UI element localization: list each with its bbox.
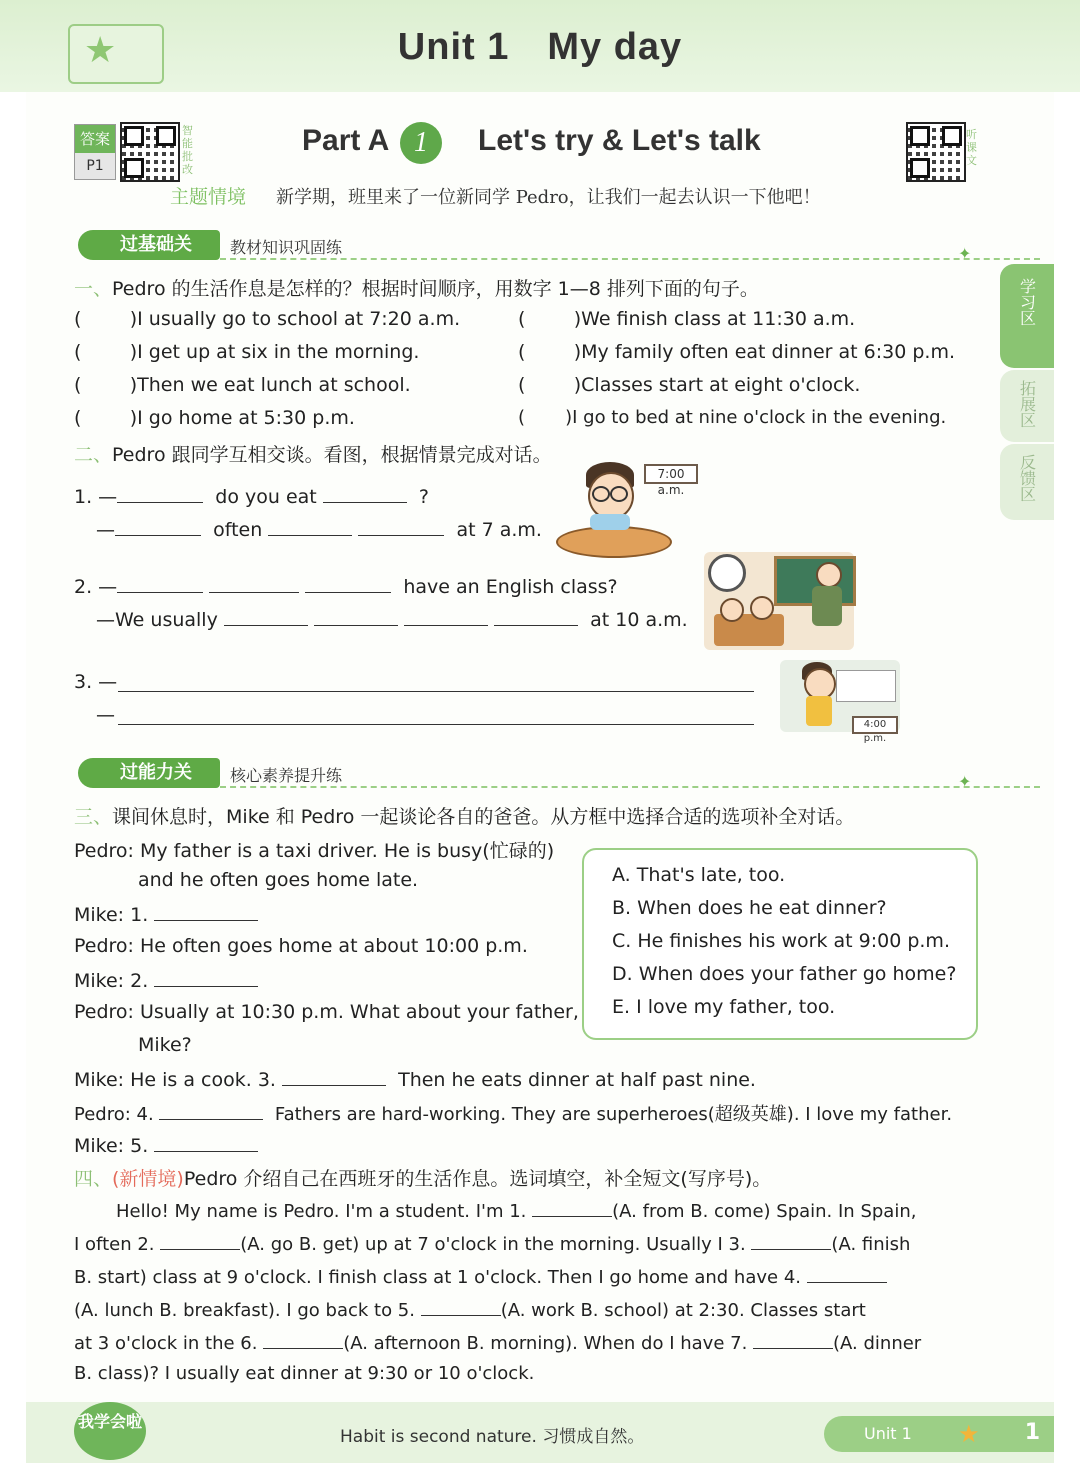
blank-input[interactable] — [323, 484, 407, 503]
q4-line-4 — [74, 1297, 866, 1321]
question-1-num: 一、 — [74, 278, 113, 300]
blank-input[interactable] — [268, 517, 352, 536]
star-icon: ✦ — [958, 244, 972, 263]
blank-input[interactable] — [358, 517, 444, 536]
answer-page: P1 — [75, 153, 115, 179]
blank-input[interactable] — [282, 1067, 386, 1086]
q4-l1-b: (A. from B. come) Spain. In Spain, — [612, 1201, 917, 1222]
q2-line-2b — [96, 607, 688, 631]
tab-extend-label: 拓展区 — [1017, 380, 1037, 428]
q2-line-1a — [74, 484, 429, 508]
q3-line-3 — [74, 902, 258, 926]
clock-label-3: 4:00 p.m. — [852, 716, 898, 734]
options-box — [582, 848, 978, 1040]
q1-right-row-3[interactable]: ( )Classes start at eight o'clock. — [518, 374, 861, 396]
q4-l2-b: (A. go B. get) up at 7 o'clock in the morning. Usually I 3. — [240, 1234, 746, 1255]
answer-badge[interactable] — [74, 124, 116, 180]
title-name: My day — [547, 26, 683, 68]
part-number: 1 — [400, 122, 442, 164]
q4-l2-c: (A. finish — [831, 1234, 911, 1255]
footer-unit: Unit 1 — [864, 1424, 912, 1443]
section-basic-badge: 过基础关 — [78, 230, 220, 260]
q1-right-1: We finish class at 11:30 a.m. — [581, 308, 856, 330]
q1-left-3: Then we eat lunch at school. — [137, 374, 411, 396]
q3-pedro-4-end: Fathers are hard-working. They are superheroes(超级英雄). I love my father. — [274, 1104, 953, 1125]
question-4-text: Pedro 介绍自己在西班牙的生活作息。选词填空，补全短文(写序号)。 — [183, 1168, 772, 1190]
blank-input[interactable] — [751, 1231, 831, 1250]
q2-3b-dash: — — [96, 704, 115, 726]
section-divider — [220, 258, 1040, 260]
answer-label: 答案 — [75, 125, 115, 153]
tab-study[interactable] — [1000, 264, 1054, 368]
blank-input[interactable] — [421, 1297, 501, 1316]
question-2-title — [74, 440, 552, 467]
q2-line-2a — [74, 574, 618, 598]
option-a: A. That's late, too. — [612, 864, 786, 886]
question-1-text: Pedro 的生活作息是怎样的？根据时间顺序，用数字 1—8 排列下面的句子。 — [112, 278, 759, 300]
question-2-num: 二、 — [74, 444, 113, 466]
q1-left-row-1[interactable]: ( )I usually go to school at 7:20 a.m. — [74, 308, 461, 330]
option-c: C. He finishes his work at 9:00 p.m. — [612, 930, 950, 952]
blank-input[interactable] — [154, 902, 258, 921]
blank-input[interactable] — [532, 1198, 612, 1217]
star-mascot-icon: ★ — [958, 1420, 980, 1448]
footer-unit-tab — [824, 1416, 1054, 1452]
blank-input[interactable] — [159, 1101, 263, 1120]
q2-2b-start: —We usually — [96, 609, 218, 631]
q4-l2-a: I often 2. — [74, 1234, 155, 1255]
q1-right-row-4[interactable]: ( )I go to bed at nine o'clock in the evening. — [518, 407, 947, 428]
blank-input-line[interactable] — [118, 723, 754, 725]
question-3-text: 课间休息时，Mike 和 Pedro 一起谈论各自的爸爸。从方框中选择合适的选项补全对话。 — [112, 806, 855, 828]
tab-feedback-label: 反馈区 — [1017, 454, 1037, 502]
wall-clock-icon — [708, 554, 746, 592]
section-ability-sub: 核心素养提升练 — [230, 766, 343, 785]
q3-line-1: Pedro: My father is a taxi driver. He is busy(忙碌的) — [74, 840, 555, 862]
question-3-title — [74, 802, 854, 829]
blank-input[interactable] — [263, 1330, 343, 1349]
blank-input[interactable] — [115, 517, 201, 536]
picture-classroom — [704, 552, 854, 650]
option-d: D. When does your father go home? — [612, 963, 957, 985]
q1-left-1: I usually go to school at 7:20 a.m. — [137, 308, 461, 330]
q4-l1-a: Hello! My name is Pedro. I'm a student. I'm 1. — [116, 1201, 527, 1222]
q4-line-3 — [74, 1264, 887, 1288]
title-unit: Unit 1 — [397, 26, 510, 68]
blank-input[interactable] — [314, 607, 398, 626]
q4-line-1 — [116, 1198, 916, 1222]
q1-left-2: I get up at six in the morning. — [137, 341, 420, 363]
q4-line-6: B. class)? I usually eat dinner at 9:30 or 10 o'clock. — [74, 1363, 535, 1384]
q2-2b-end: at 10 a.m. — [590, 609, 688, 631]
page-number: 1 — [1024, 1420, 1040, 1445]
q1-right-4: I go to bed at nine o'clock in the evening. — [572, 407, 947, 428]
blank-input[interactable] — [753, 1330, 833, 1349]
q1-right-row-2[interactable]: ( )My family often eat dinner at 6:30 p.m. — [518, 341, 955, 363]
tab-feedback[interactable] — [1000, 444, 1054, 520]
q4-line-2 — [74, 1231, 910, 1255]
part-label: Part A — [302, 124, 390, 157]
blank-input-line[interactable] — [118, 690, 754, 692]
q1-left-row-4[interactable]: ( )I go home at 5:30 p.m. — [74, 407, 355, 429]
q2-1b-end: at 7 a.m. — [456, 519, 542, 541]
page-title — [0, 26, 1080, 69]
star-icon: ✦ — [958, 772, 972, 791]
blank-input[interactable] — [154, 1133, 258, 1152]
blank-input[interactable] — [154, 968, 258, 987]
blank-input[interactable] — [117, 484, 203, 503]
q2-2-num: 2. — — [74, 576, 118, 598]
q3-line-6: Pedro: Usually at 10:30 p.m. What about your father, — [74, 1001, 579, 1023]
q1-left-row-3[interactable]: ( )Then we eat lunch at school. — [74, 374, 411, 396]
qr-right-label: 听课文 — [966, 128, 977, 167]
q3-mike-1: Mike: 1. — [74, 904, 149, 926]
theme-text: 新学期，班里来了一位新同学 Pedro，让我们一起去认识一下他吧！ — [276, 187, 821, 208]
blank-input[interactable] — [209, 574, 299, 593]
q4-l5-c: (A. dinner — [833, 1333, 922, 1354]
q4-line-5 — [74, 1330, 921, 1354]
blank-input[interactable] — [494, 607, 578, 626]
clock-label-1: 7:00 a.m. — [644, 464, 698, 484]
section-divider — [220, 786, 1040, 788]
q3-line-2: and he often goes home late. — [138, 869, 419, 891]
question-4-tag: (新情境) — [112, 1168, 184, 1190]
blank-input[interactable] — [224, 607, 308, 626]
q3-line-4: Pedro: He often goes home at about 10:00 p.m. — [74, 935, 528, 957]
q3-line-5 — [74, 968, 258, 992]
q3-pedro-4: Pedro: 4. — [74, 1104, 154, 1125]
q3-line-7: Mike? — [138, 1034, 192, 1056]
q3-line-8 — [74, 1067, 756, 1091]
star-logo-icon: ★ — [84, 30, 117, 71]
q2-1-words: do you eat — [215, 486, 317, 508]
picture-breakfast — [556, 462, 702, 562]
question-2-text: Pedro 跟同学互相交谈。看图，根据情景完成对话。 — [112, 444, 552, 466]
footer — [26, 1402, 1054, 1463]
q1-left-row-2[interactable]: ( )I get up at six in the morning. — [74, 341, 420, 363]
qr-code-left-icon[interactable] — [120, 122, 180, 182]
blank-input[interactable] — [117, 574, 203, 593]
q2-1-end: ? — [418, 486, 429, 508]
q1-right-2: My family often eat dinner at 6:30 p.m. — [581, 341, 955, 363]
question-3-num: 三、 — [74, 806, 113, 828]
q3-line-10 — [74, 1133, 258, 1157]
footer-motto: Habit is second nature. 习惯成自然。 — [340, 1427, 645, 1447]
option-e: E. I love my father, too. — [612, 996, 836, 1018]
blank-input[interactable] — [404, 607, 488, 626]
section-basic-sub: 教材知识巩固练 — [230, 238, 343, 257]
q3-mike-2: Mike: 2. — [74, 970, 149, 992]
q1-right-row-1[interactable]: ( )We finish class at 11:30 a.m. — [518, 308, 856, 330]
q2-1-num: 1. — — [74, 486, 118, 508]
question-4-num: 四、 — [74, 1168, 113, 1190]
qr-left-label: 智能批改 — [182, 124, 193, 176]
q4-l5-a: at 3 o'clock in the 6. — [74, 1333, 258, 1354]
q3-mike-3: Mike: He is a cook. 3. — [74, 1069, 276, 1091]
q1-left-4: I go home at 5:30 p.m. — [137, 407, 355, 429]
qr-code-right-icon[interactable] — [906, 122, 966, 182]
q4-l4-a: (A. lunch B. breakfast). I go back to 5. — [74, 1300, 415, 1321]
blank-input[interactable] — [305, 574, 391, 593]
picture-afternoon — [780, 660, 900, 744]
section-ability-badge: 过能力关 — [78, 758, 220, 788]
theme-label: 主题情境 — [170, 186, 247, 208]
blank-input[interactable] — [807, 1264, 887, 1283]
tab-study-label: 学习区 — [1017, 278, 1037, 326]
lesson-title: Let's try & Let's talk — [478, 124, 761, 157]
q4-l5-b: (A. afternoon B. morning). When do I have 7. — [343, 1333, 748, 1354]
tab-extend[interactable] — [1000, 370, 1054, 442]
question-4-title — [74, 1164, 771, 1191]
q4-l3-a: B. start) class at 9 o'clock. I finish class at 1 o'clock. Then I go home and have 4. — [74, 1267, 801, 1288]
q1-right-3: Classes start at eight o'clock. — [581, 374, 861, 396]
q3-mike-3-end: Then he eats dinner at half past nine. — [398, 1069, 756, 1091]
woxue-badge[interactable]: 我学会啦 — [74, 1402, 146, 1460]
q4-l4-b: (A. work B. school) at 2:30. Classes start — [500, 1300, 866, 1321]
q3-mike-5: Mike: 5. — [74, 1135, 149, 1157]
q2-line-1b: — often at 7 a.m. — [96, 519, 542, 541]
q3-line-9 — [74, 1100, 952, 1126]
q2-2-end: have an English class? — [403, 576, 618, 598]
question-1-title — [74, 274, 759, 301]
blank-input[interactable] — [160, 1231, 240, 1250]
q2-1b-words: often — [213, 519, 263, 541]
q2-3-num: 3. — — [74, 671, 118, 693]
option-b: B. When does he eat dinner? — [612, 897, 887, 919]
